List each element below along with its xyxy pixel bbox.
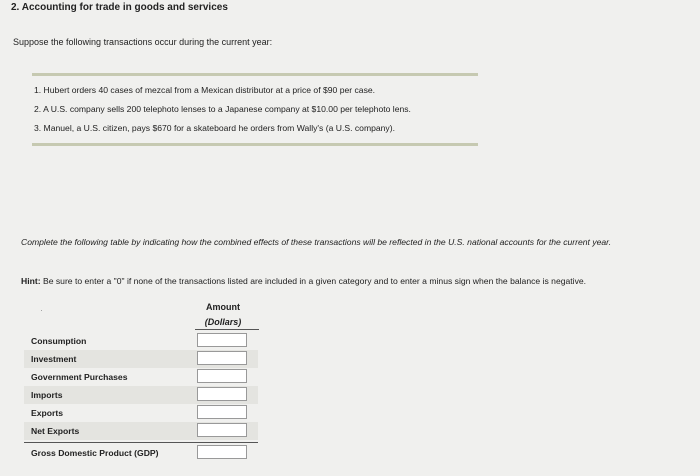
transaction-item-3: 3. Manuel, a U.S. citizen, pays $670 for a skateboard he orders from Wally's (a U.S. company). bbox=[34, 123, 395, 133]
row-label: Consumption bbox=[31, 336, 87, 346]
transaction-item-2: 2. A U.S. company sells 200 telephoto lenses to a Japanese company at $10.00 per telephoto lens. bbox=[34, 104, 411, 114]
exports-input[interactable] bbox=[197, 405, 247, 419]
row-label: Exports bbox=[31, 408, 63, 418]
government-purchases-input[interactable] bbox=[197, 369, 247, 383]
table-corner-marker: · bbox=[40, 305, 43, 315]
investment-input[interactable] bbox=[197, 351, 247, 365]
gdp-input[interactable] bbox=[197, 445, 247, 459]
hint-body: Be sure to enter a "0" if none of the transactions listed are included in a given category and to enter a minus sign when the balance is negative. bbox=[42, 276, 587, 286]
table-row-government-purchases bbox=[24, 368, 258, 386]
net-exports-input[interactable] bbox=[197, 423, 247, 437]
transactions-list bbox=[34, 84, 411, 141]
list-bottom-divider bbox=[32, 143, 478, 146]
transaction-item-1: 1. Hubert orders 40 cases of mezcal from a Mexican distributor at a price of $90 per case. bbox=[34, 85, 376, 95]
gdp-divider bbox=[24, 442, 258, 443]
header-underline bbox=[195, 329, 259, 330]
table-row-investment bbox=[24, 350, 258, 368]
table-row-imports bbox=[24, 386, 258, 404]
table-row-net-exports bbox=[24, 422, 258, 440]
amount-header-label: Amount bbox=[206, 302, 240, 312]
row-label: Gross Domestic Product (GDP) bbox=[31, 448, 159, 458]
hint-text bbox=[21, 276, 586, 286]
table-row-exports bbox=[24, 404, 258, 422]
question-title: 2. Accounting for trade in goods and services bbox=[11, 2, 228, 13]
row-label: Imports bbox=[31, 390, 63, 400]
row-label: Net Exports bbox=[31, 426, 80, 436]
amount-column-header bbox=[196, 300, 250, 330]
hint-label: Hint: bbox=[21, 276, 41, 286]
amount-header-unit: (Dollars) bbox=[204, 317, 242, 327]
list-top-divider bbox=[32, 73, 478, 76]
question-intro: Suppose the following transactions occur during the current year: bbox=[13, 37, 273, 47]
instructions-text: Complete the following table by indicating how the combined effects of these transactions will be reflected in the U.S. national accounts for the current year. bbox=[21, 237, 612, 247]
row-label: Investment bbox=[31, 354, 77, 364]
table-row-gdp bbox=[24, 444, 258, 462]
imports-input[interactable] bbox=[197, 387, 247, 401]
consumption-input[interactable] bbox=[197, 333, 247, 347]
table-row-consumption bbox=[24, 332, 258, 350]
row-label: Government Purchases bbox=[31, 372, 128, 382]
